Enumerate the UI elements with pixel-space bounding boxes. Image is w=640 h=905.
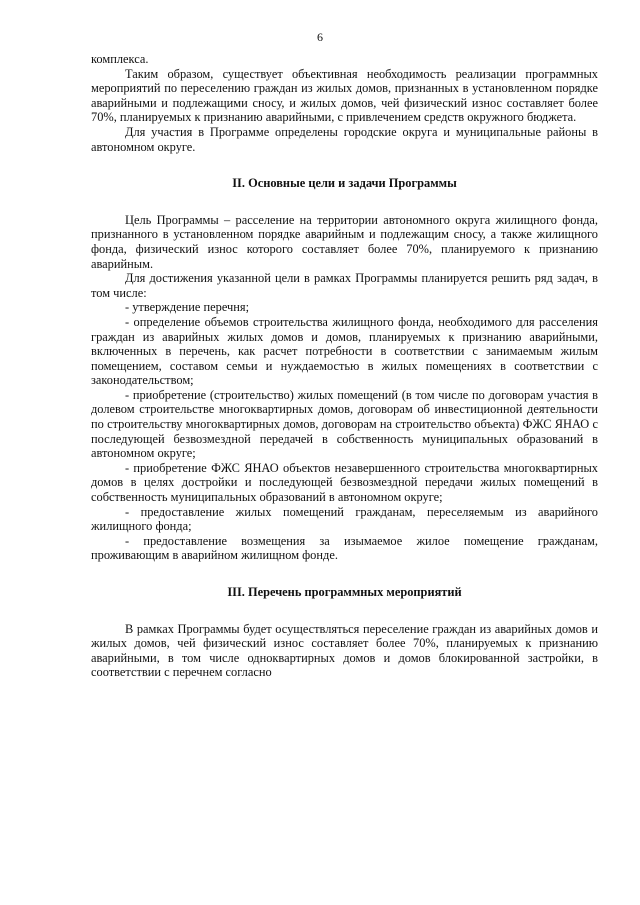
list-item: - определение объемов строительства жилищного фонда, необходимого для расселения граждан из аварийных жилых домов и домов, планируемых к признанию аварийными, включенных в перечень, как расчет потребности в соответствии с занимаемым жилым помещением, составом семьи и нуждаемостью в жилых помещениях в соответствии с законодательством; <box>91 314 598 388</box>
paragraph: комплекса. <box>91 52 149 66</box>
paragraph: Для участия в Программе определены городские округа и муниципальные районы в автономном округе. <box>91 124 598 154</box>
section-heading: III. Перечень программных мероприятий <box>227 585 462 599</box>
section-heading: II. Основные цели и задачи Программы <box>232 176 457 191</box>
list-item: - утверждение перечня; <box>125 300 250 315</box>
page-number: 6 <box>317 30 323 44</box>
document-body <box>91 52 598 680</box>
list-item: - приобретение (строительство) жилых помещений (в том числе по договорам участия в долевом строительстве многоквартирных домов, договорам об инвестиционной деятельности по строительству многоквартирных домов, договорам на строительство объекта) ФЖС ЯНАО с последующей безвозмездной передачей в собственность муниципальных образований в автономном округе; <box>91 387 598 461</box>
paragraph: Для достижения указанной цели в рамках Программы планируется решить ряд задач, в том числе: <box>91 271 598 300</box>
paragraph: Цель Программы – расселение на территории автономного округа жилищного фонда, признанного в установленном порядке аварийным и подлежащим сносу, а также жилищного фонда, физический износ которого составляет более 70%, планируемого к признанию аварийным. <box>91 212 598 271</box>
paragraph: Таким образом, существует объективная необходимость реализации программных мероприятий по переселению граждан из жилых домов, признанных в установленном порядке аварийными и подлежащими сносу, и жилых домов, чей физический износ составляет более 70%, планируемых к признанию аварийными, с привлечением средств окружного бюджета. <box>91 66 598 125</box>
list-item: - приобретение ФЖС ЯНАО объектов незавершенного строительства многоквартирных домов в целях достройки и последующей безвозмездной передачи жилых помещений в собственность муниципальных образований в автономном округе; <box>91 460 598 505</box>
paragraph: В рамках Программы будет осуществляться переселение граждан из аварийных домов и жилых домов, чей физический износ составляет более 70%, планируемых к признанию аварийными, в том числе одноквартирных домов и домов блокированной застройки, в соответствии с перечнем согласно <box>91 621 598 680</box>
list-item: - предоставление возмещения за изымаемое жилое помещение гражданам, проживающим в аварийном жилищном фонде. <box>91 533 598 563</box>
list-item: - предоставление жилых помещений гражданам, переселяемым из аварийного жилищного фонда; <box>91 504 598 534</box>
